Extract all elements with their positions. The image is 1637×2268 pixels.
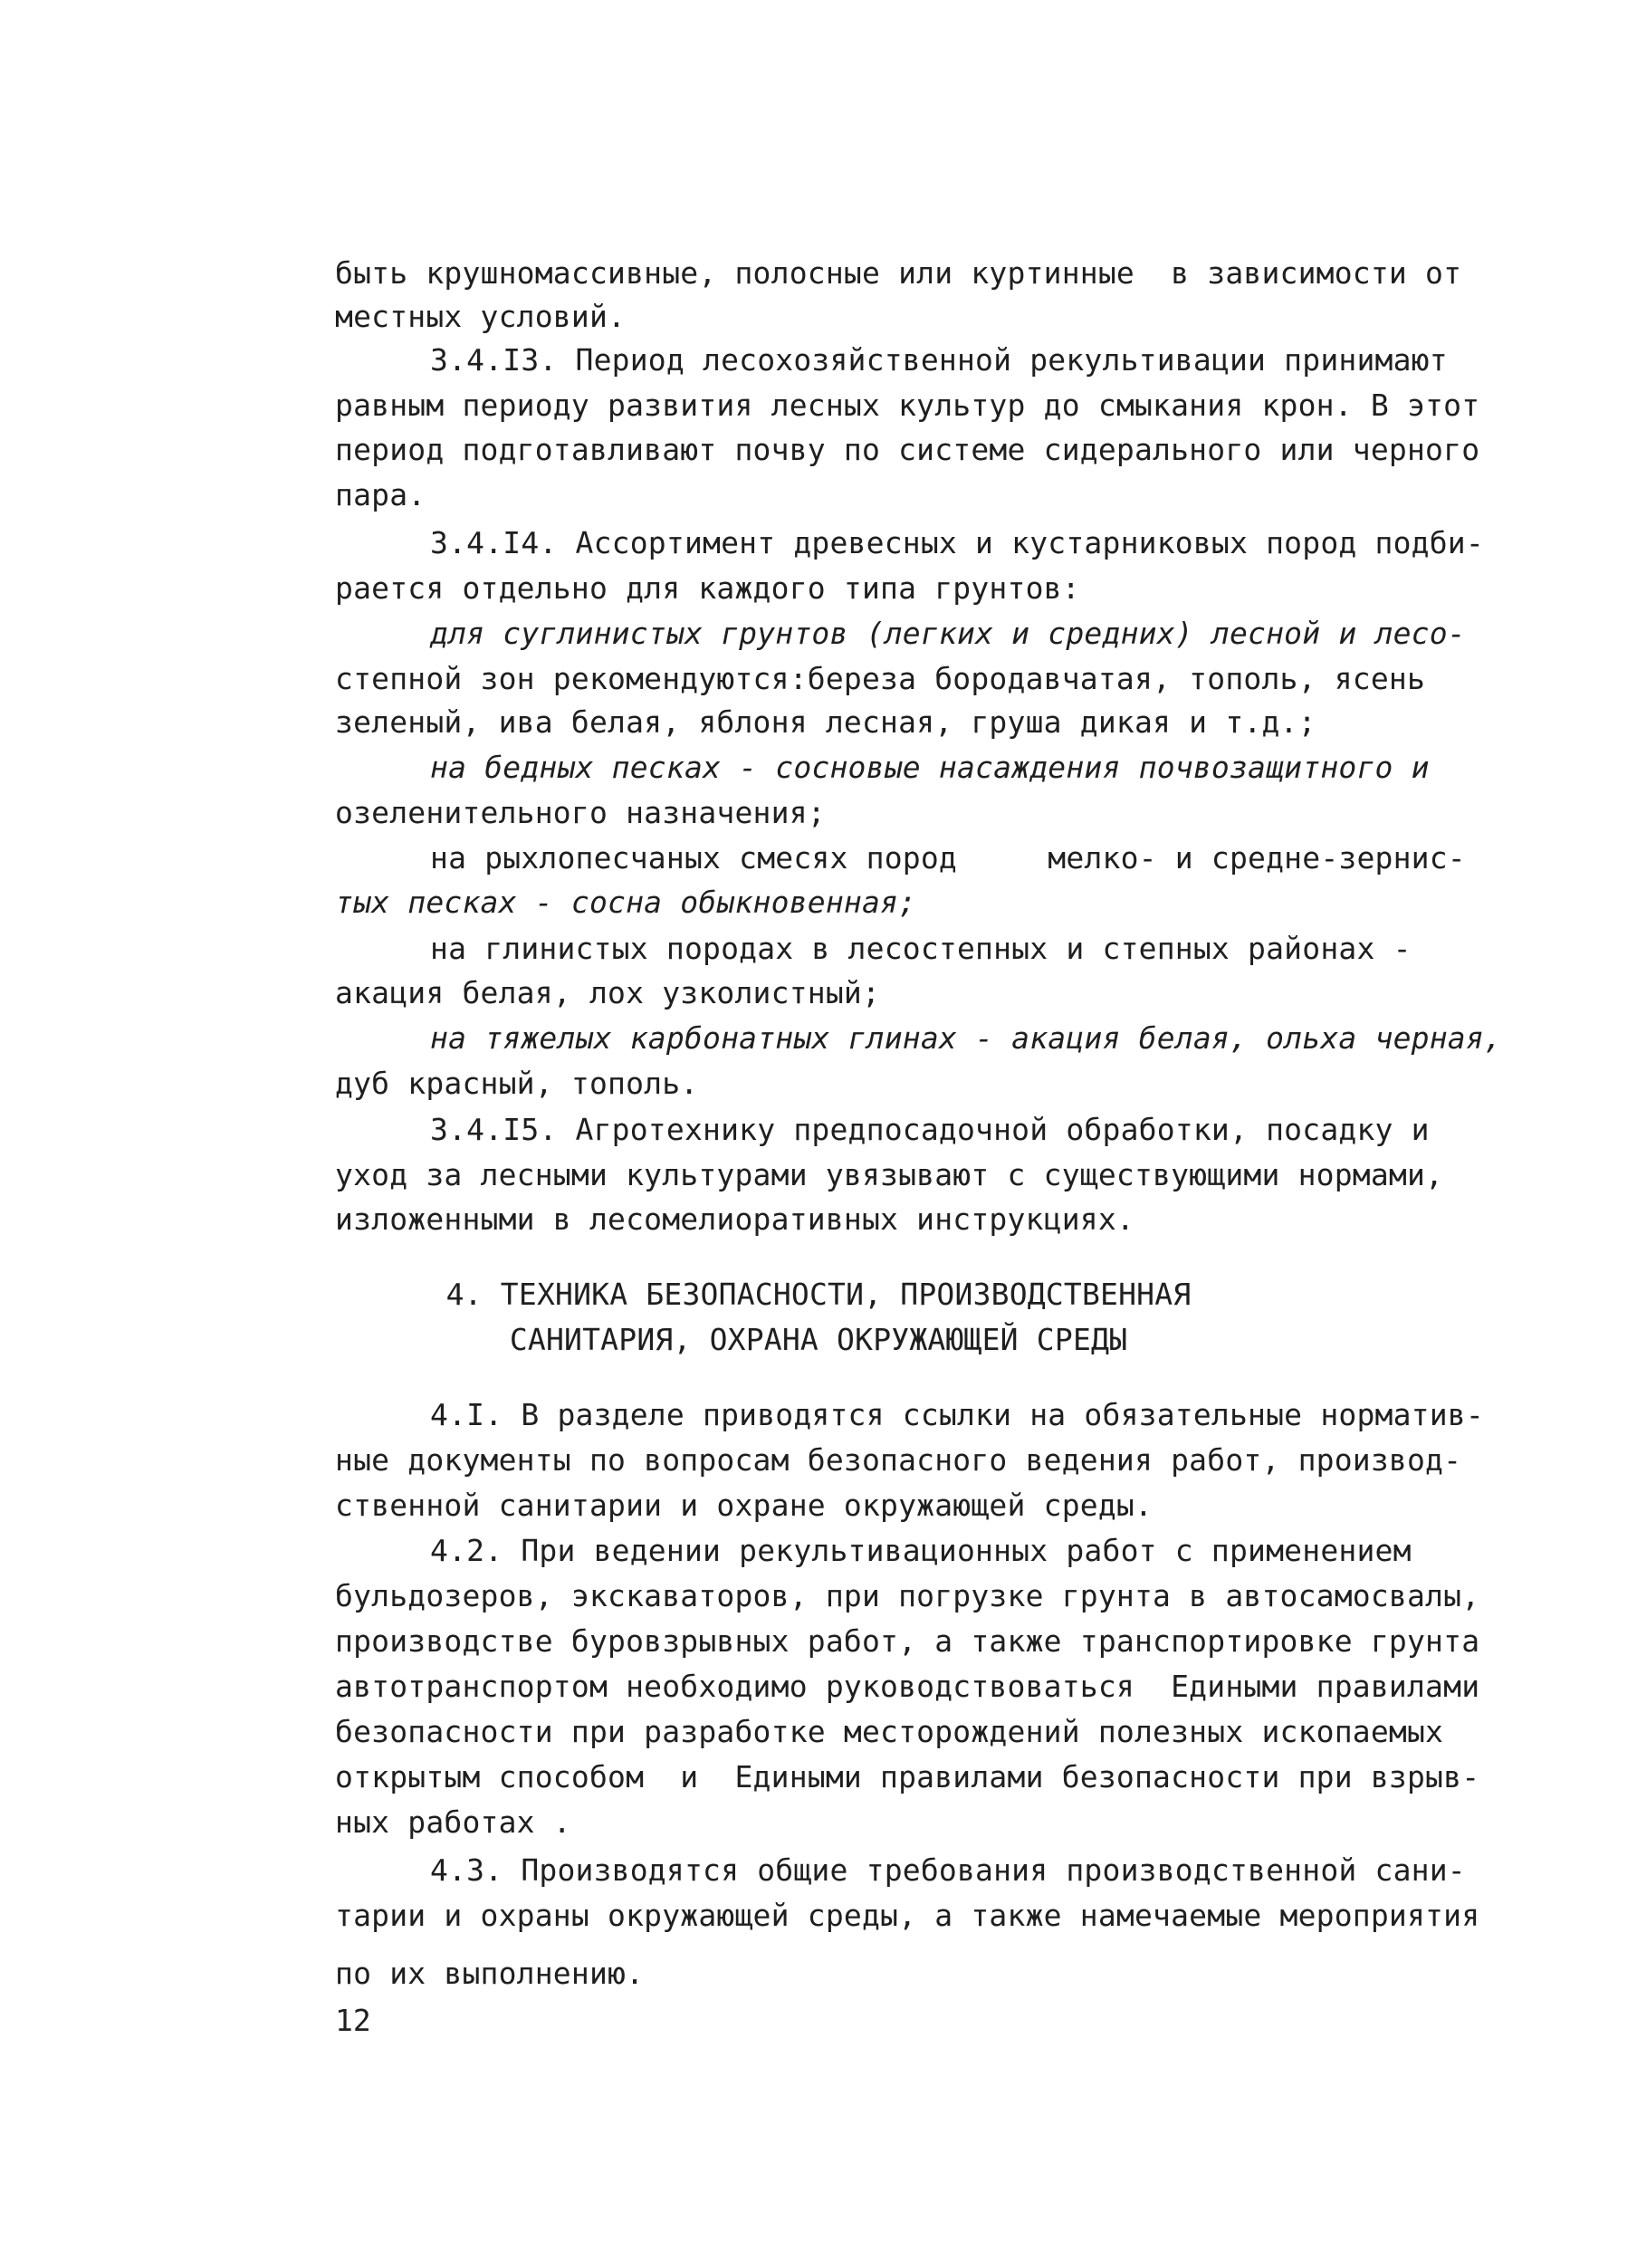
text-line: на рыхлопесчаных смесях пород мелко- и средне-зернис- <box>430 840 1466 876</box>
text-line: 4.3. Производятся общие требования производственной сани- <box>430 1852 1466 1888</box>
text-line: производстве буровзрывных работ, а также транспортировке грунта <box>335 1623 1480 1659</box>
text-line: уход за лесными культурами увязывают с существующими нормами, <box>335 1157 1444 1192</box>
text-line: 4.2. При ведении рекультивационных работ с применением <box>430 1533 1412 1568</box>
section-heading-line-2: САНИТАРИЯ, ОХРАНА ОКРУЖАЮЩЕЙ СРЕДЫ <box>509 1322 1128 1357</box>
text-line: 3.4.I3. Период лесохозяйственной рекультивации принимают <box>430 342 1448 378</box>
text-line: ственной санитарии и охране окружающей среды. <box>335 1488 1154 1523</box>
text-line: 4.I. В разделе приводятся ссылки на обязательные норматив- <box>430 1397 1484 1432</box>
text-line: степной зон рекомендуются:береза бородавчатая, тополь, ясень <box>335 661 1426 696</box>
text-line: равным периоду развития лесных культур до смыкания крон. В этот <box>335 388 1480 423</box>
text-line: пара. <box>335 477 426 512</box>
text-line: на бедных песках - сосновые насаждения почвозащитного и <box>430 750 1430 785</box>
text-line: для суглинистых грунтов (легких и средних) лесной и лесо- <box>430 616 1466 651</box>
text-line: бульдозеров, экскаваторов, при погрузке грунта в автосамосвалы, <box>335 1578 1480 1613</box>
text-line: открытым способом и Едиными правилами безопасности при взрыв- <box>335 1759 1480 1794</box>
text-line: акация белая, лох узколистный; <box>335 975 881 1010</box>
text-line: ные документы по вопросам безопасного ведения работ, производ- <box>335 1442 1462 1478</box>
text-line: рается отдельно для каждого типа грунтов: <box>335 570 1080 606</box>
text-line: тарии и охраны окружающей среды, а также намечаемые мероприятия <box>335 1898 1480 1933</box>
text-line: ных работах . <box>335 1804 571 1840</box>
text-line: зеленый, ива белая, яблоня лесная, груша дикая и т.д.; <box>335 704 1316 740</box>
text-line: быть крушномассивные, полосные или куртинные в зависимости от <box>335 255 1462 291</box>
text-line: на тяжелых карбонатных глинах - акация белая, ольха черная, <box>430 1020 1502 1056</box>
page-number: 12 <box>335 2003 371 2038</box>
text-line: безопасности при разработке месторождений полезных ископаемых <box>335 1714 1444 1749</box>
text-line: местных условий. <box>335 299 627 334</box>
text-line: период подготавливают почву по системе сидерального или черного <box>335 432 1480 467</box>
text-line: по их выполнению. <box>335 1956 645 1991</box>
text-line: 3.4.I4. Ассортимент древесных и кустарниковых пород подби- <box>430 525 1484 560</box>
text-line: на глинистых породах в лесостепных и степных районах - <box>430 931 1412 966</box>
text-line: автотранспортом необходимо руководствоваться Едиными правилами <box>335 1669 1480 1704</box>
text-line: озеленительного назначения; <box>335 795 826 830</box>
section-heading-line-1: 4. ТЕХНИКА БЕЗОПАСНОСТИ, ПРОИЗВОДСТВЕННАЯ <box>445 1277 1192 1312</box>
text-line: 3.4.I5. Агротехнику предпосадочной обработки, посадку и <box>430 1112 1430 1147</box>
text-line: дуб красный, тополь. <box>335 1066 699 1101</box>
text-line: изложенными в лесомелиоративных инструкциях. <box>335 1201 1134 1237</box>
text-line: тых песках - сосна обыкновенная; <box>335 885 917 920</box>
